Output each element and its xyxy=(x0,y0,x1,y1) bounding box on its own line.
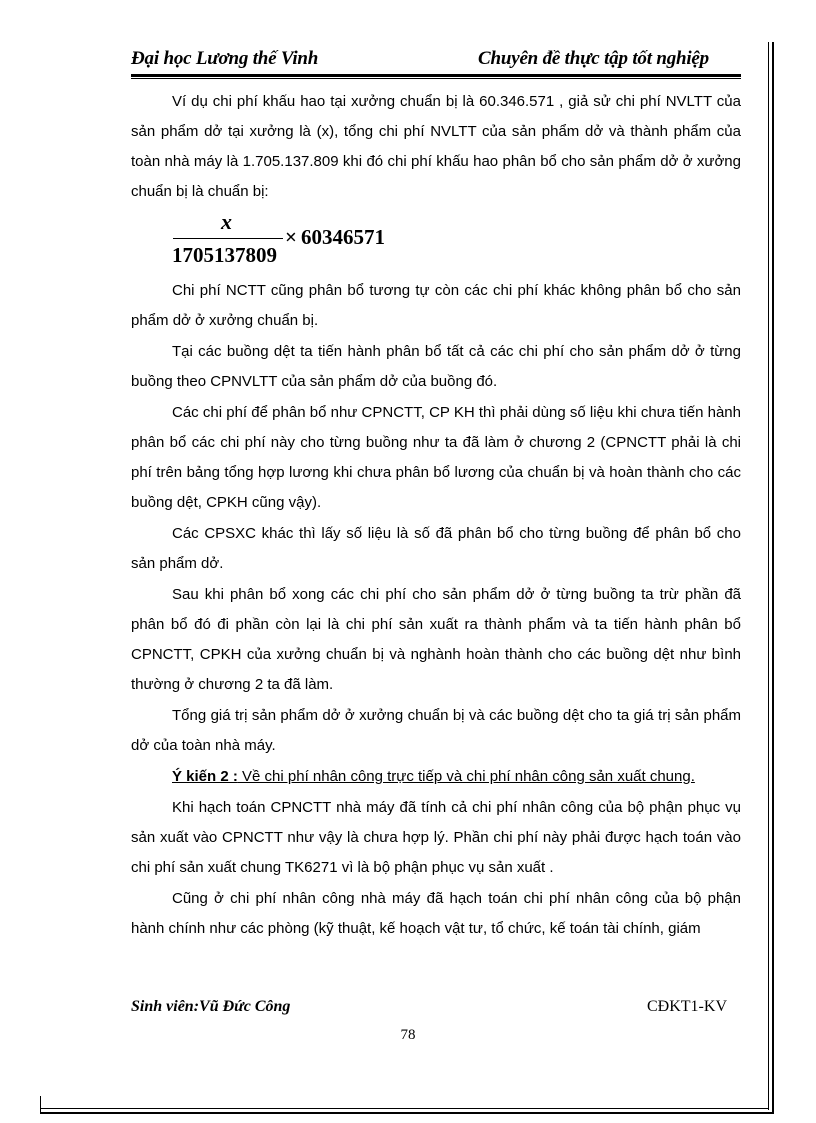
page-border-bottom-inner xyxy=(40,1108,769,1109)
allocation-formula xyxy=(131,207,741,275)
formula-numerator: x xyxy=(221,209,232,234)
footer-class-code: CĐKT1-KV xyxy=(647,998,727,1015)
paragraph-depreciation-example: Ví dụ chi phí khấu hao tại xưởng chuẩn bị là 60.346.571 , giả sử chi phí NVLTT của sản phẩm dở tại xưởng là (x), tổng chi phí NVLTT của sản phẩm dở và thành phẩm của toàn nhà máy là 1.705.137.809 khi đó chi phí khấu hao phân bổ cho sản phẩm dở ở xưởng chuẩn bị là chuẩn bị: xyxy=(131,93,741,200)
page-border-bottom-outer xyxy=(40,1112,774,1114)
header-rule-thick xyxy=(131,74,741,77)
header-university: Đại học Lương thế Vinh xyxy=(131,48,319,69)
page-border-left-stub xyxy=(40,1096,41,1112)
formula-multiplier: 60346571 xyxy=(301,225,385,249)
page-number: 78 xyxy=(400,1027,416,1043)
heading-label: Ý kiến 2 : xyxy=(172,768,238,785)
section-heading-opinion-2 xyxy=(131,761,741,792)
page-border-right-inner xyxy=(768,42,769,1110)
heading-text: Về chi phí nhân công trực tiếp và chi phí nhân công sản xuất chung. xyxy=(237,768,695,785)
paragraph-total-wip: Tổng giá trị sản phẩm dở ở xưởng chuẩn bị và các buồng dệt cho ta giá trị sản phẩm dở của toàn nhà máy. xyxy=(131,707,741,754)
paragraph-other-costs: Các CPSXC khác thì lấy số liệu là số đã phân bổ cho từng buồng để phân bổ cho sản phẩm dở. xyxy=(131,525,741,572)
footer-student-name: Sinh viên:Vũ Đức Công xyxy=(131,998,291,1015)
header-rule-thin xyxy=(131,78,741,79)
formula-fraction-bar xyxy=(173,238,283,239)
formula-multiply-sign: × xyxy=(285,225,297,249)
formula-denominator: 1705137809 xyxy=(172,243,277,267)
page-border-right-outer xyxy=(772,42,774,1114)
paragraph-after-allocation: Sau khi phân bổ xong các chi phí cho sản phẩm dở ở từng buồng ta trừ phần đã phân bổ đó đi phần còn lại là chi phí sản xuất ra thành phẩm và ta tiến hành phân bổ CPNCTT, CPKH của xưởng chuẩn bị và nghành hoàn thành cho các buồng dệt như bình thường ở chương 2 ta đã làm. xyxy=(131,586,741,693)
paragraph-labor-cost: Chi phí NCTT cũng phân bổ tương tự còn các chi phí khác không phân bổ cho sản phẩm dở ở xưởng chuẩn bị. xyxy=(131,282,741,329)
paragraph-weaving-rooms: Tại các buồng dệt ta tiến hành phân bổ tất cả các chi phí cho sản phẩm dở ở từng buồng theo CPNVLTT của sản phẩm dở của buồng đó. xyxy=(131,343,741,390)
paragraph-admin-labor: Cũng ở chi phí nhân công nhà máy đã hạch toán chi phí nhân công của bộ phận hành chính như các phòng (kỹ thuật, kế hoạch vật tư, tổ chức, kế toán tài chính, giám xyxy=(131,890,741,937)
document-body xyxy=(131,86,741,944)
paragraph-direct-labor: Khi hạch toán CPNCTT nhà máy đã tính cả chi phí nhân công của bộ phận phục vụ sản xuất vào CPNCTT như vậy là chưa hợp lý. Phần chi phí này phải được hạch toán vào chi phí sản xuất chung TK6271 vì là bộ phận phục vụ sản xuất . xyxy=(131,799,741,876)
header-report-title: Chuyên đề thực tập tốt nghiệp xyxy=(478,48,709,69)
paragraph-allocation-costs: Các chi phí để phân bổ như CPNCTT, CP KH thì phải dùng số liệu khi chưa tiến hành phân bổ các chi phí này cho từng buồng như ta đã làm ở chương 2 (CPNCTT phải là chi phí trên bảng tổng hợp lương khi chưa phân bổ lương của chuẩn bị và hoàn thành cho các buồng dệt, CPKH cũng vậy). xyxy=(131,404,741,511)
